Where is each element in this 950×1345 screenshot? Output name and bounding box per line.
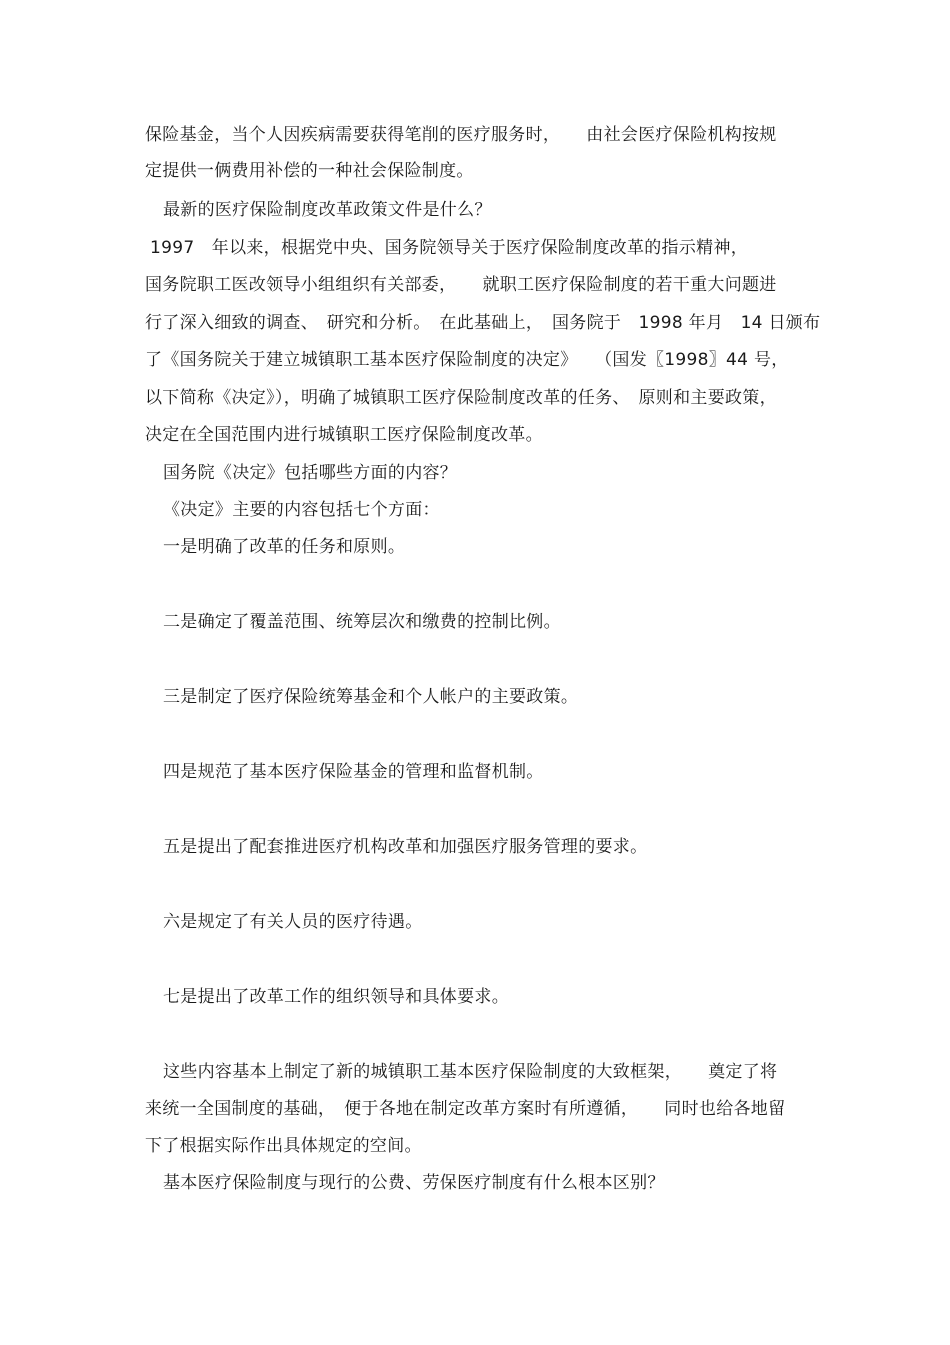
text-line-1: 保险基金，当个人因疾病需要获得笔削的医疗服务时， 由社会医疗保险机构按规 — [145, 125, 777, 145]
text-line-9: 决定在全国范围内进行城镇职工医疗保险制度改革。 — [145, 425, 543, 445]
text-line-11: 《决定》主要的内容包括七个方面： — [163, 500, 440, 520]
list-item-4: 四是规范了基本医疗保险基金的管理和监督机制。 — [163, 762, 544, 782]
text-line-20: 来统一全国制度的基础， 便于各地在制定改革方案时有所遵循， 同时也给各地留 — [145, 1099, 786, 1119]
text-line-2: 定提供一俩费用补偿的一种社会保险制度。 — [145, 161, 474, 181]
question-heading-1: 最新的医疗保险制度改革政策文件是什么？ — [163, 200, 492, 220]
text-line-5: 国务院职工医改领导小组组织有关部委， 就职工医疗保险制度的若干重大问题进 — [145, 275, 777, 295]
question-heading-2: 国务院《决定》包括哪些方面的内容？ — [163, 463, 458, 483]
list-item-1: 一是明确了改革的任务和原则。 — [163, 537, 406, 557]
text-line-6: 行了深入细致的调查、 研究和分析。 在此基础上， 国务院于 1998 年月 14 日颁布 — [145, 313, 821, 333]
text-line-8: 以下简称《决定》），明确了城镇职工医疗保险制度改革的任务、 原则和主要政策， — [145, 388, 777, 408]
list-item-2: 二是确定了覆盖范围、统筹层次和缴费的控制比例。 — [163, 612, 561, 632]
text-line-7: 了《国务院关于建立城镇职工基本医疗保险制度的决定》 （国发〖1998〗44 号， — [145, 350, 789, 370]
text-line-21: 下了根据实际作出具体规定的空间。 — [145, 1136, 422, 1156]
list-item-5: 五是提出了配套推进医疗机构改革和加强医疗服务管理的要求。 — [163, 837, 648, 857]
text-line-4: 1997 年以来，根据党中央、国务院领导关于医疗保险制度改革的指示精神， — [150, 238, 749, 258]
text-line-19: 这些内容基本上制定了新的城镇职工基本医疗保险制度的大致框架， 奠定了将 — [163, 1062, 778, 1082]
list-item-3: 三是制定了医疗保险统筹基金和个人帐户的主要政策。 — [163, 687, 579, 707]
question-heading-3: 基本医疗保险制度与现行的公费、劳保医疗制度有什么根本区别？ — [163, 1173, 665, 1193]
list-item-6: 六是规定了有关人员的医疗待遇。 — [163, 912, 423, 932]
list-item-7: 七是提出了改革工作的组织领导和具体要求。 — [163, 987, 509, 1007]
